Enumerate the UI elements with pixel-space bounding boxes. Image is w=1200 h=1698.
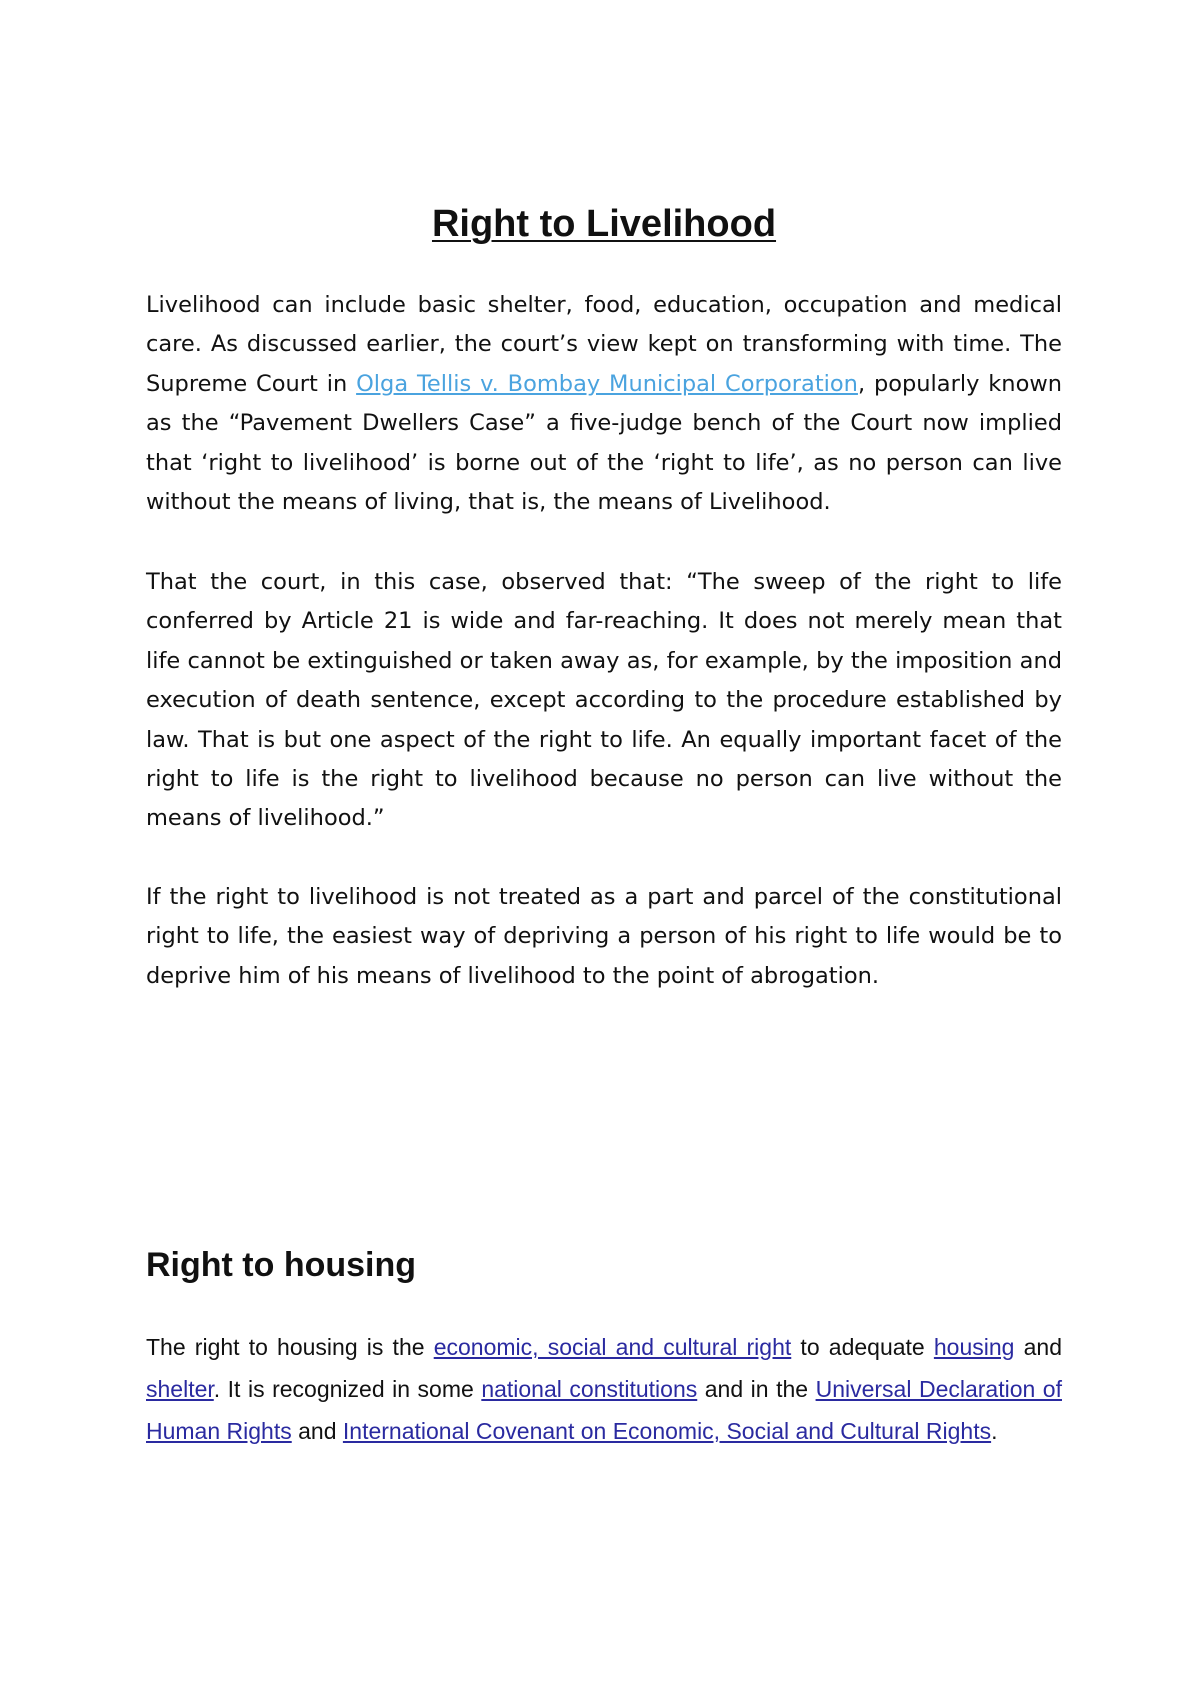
- paragraph-text: .: [991, 1418, 998, 1444]
- paragraph-court-observation: That the court, in this case, observed that: “The sweep of the right to life conferred by Article 21 is wide and far-reaching. It does not merely mean that life cannot be extinguished or taken away as, for example, by the imposition and execution of death sentence, except according to the procedure established by law. That is but one aspect of the right to life. An equally important facet of the right to life is the right to livelihood because no person can live without the means of livelihood.”: [146, 569, 1062, 832]
- paragraph-livelihood-intro: [146, 286, 1062, 522]
- section-heading-housing: Right to housing: [146, 1246, 417, 1284]
- paragraph-text: and: [1014, 1334, 1062, 1360]
- paragraph-livelihood-conclusion: If the right to livelihood is not treated as a part and parcel of the constitutional right to life, the easiest way of depriving a person of his right to life would be to deprive him of his means of livelihood to the point of abrogation.: [146, 884, 1062, 989]
- page-title: Right to Livelihood: [431, 203, 777, 245]
- olga-tellis-case-link[interactable]: Olga Tellis v. Bombay Municipal Corporation: [356, 370, 858, 397]
- paragraph-text: to adequate: [791, 1334, 934, 1360]
- housing-link[interactable]: housing: [933, 1334, 1015, 1360]
- udhr-link[interactable]: Universal Declaration of Human Rights: [146, 1376, 1062, 1444]
- shelter-link[interactable]: shelter: [146, 1376, 214, 1402]
- paragraph-text: and in the: [697, 1376, 816, 1402]
- paragraph-text: , popularly known as the “Pavement Dwellers Case” a five-judge bench of the Court now implied that ‘right to livelihood’ is borne out of the ‘right to life’, as no person can live without the means of living, that is, the means of Livelihood.: [146, 370, 1062, 516]
- paragraph-text: Livelihood can include basic shelter, food, education, occupation and medical care. As discussed earlier, the court’s view kept on transforming with time. The Supreme Court in: [146, 292, 1062, 397]
- national-constitutions-link[interactable]: national constitutions: [481, 1376, 698, 1402]
- paragraph-text: The right to housing is the: [146, 1334, 434, 1360]
- icescr-link[interactable]: International Covenant on Economic, Social and Cultural Rights: [342, 1418, 992, 1444]
- paragraph-right-to-housing: [146, 1326, 1062, 1452]
- paragraph-text: . It is recognized in some: [213, 1376, 482, 1402]
- paragraph-text: and: [291, 1418, 343, 1444]
- economic-social-cultural-right-link[interactable]: economic, social and cultural right: [433, 1334, 792, 1360]
